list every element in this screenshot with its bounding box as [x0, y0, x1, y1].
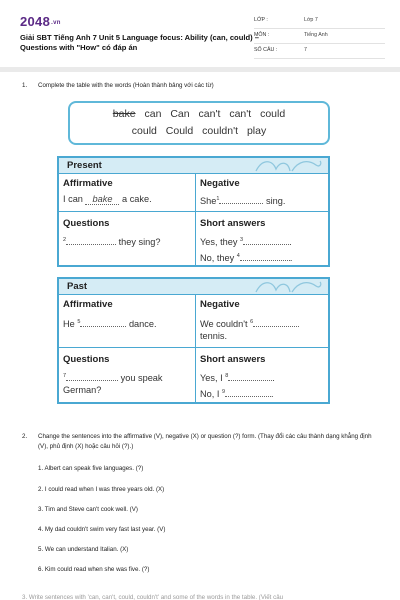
- exercise-item: 4. My dad couldn't swim very fast last year. (V): [38, 526, 166, 533]
- instruction-text: Complete the table with the words (Hoàn thành bảng với các từ): [38, 82, 214, 89]
- past-negative-continuation: tennis.: [200, 331, 228, 341]
- exercise-item: 1. Albert can speak five languages. (?): [38, 465, 144, 472]
- answer-blank-8[interactable]: [228, 372, 272, 381]
- answer-blank-1[interactable]: [219, 195, 263, 204]
- meta-key: MÔN :: [254, 32, 270, 38]
- exercise-number: 2.: [22, 433, 28, 440]
- meta-row-count: [254, 44, 385, 59]
- row-divider: [59, 211, 328, 212]
- present-short-answer-no: No, they $^4$ .: [200, 253, 293, 264]
- present-affirmative-sentence: I can bake a cake.: [63, 194, 152, 204]
- word-chip: could: [260, 108, 286, 120]
- present-band: [59, 158, 328, 174]
- questions-heading: Questions: [63, 218, 110, 229]
- word-chip: Can: [170, 108, 190, 120]
- past-negative-sentence: We couldn't $^6$: [200, 316, 299, 331]
- column-divider: [195, 295, 196, 402]
- short-answers-heading: Short answers: [200, 354, 266, 365]
- past-short-answer-no: No, I $^9$ .: [200, 389, 274, 400]
- site-logo[interactable]: 2048.vn: [20, 14, 61, 29]
- negative-heading: Negative: [200, 299, 240, 310]
- exercise-item: 3. Tim and Steve can't cook well. (V): [38, 506, 138, 513]
- swirl-decoration-icon: [254, 280, 324, 294]
- answer-blank-5[interactable]: [80, 318, 126, 327]
- present-question-sentence: $^2$ they sing?: [63, 237, 161, 248]
- questions-heading: Questions: [63, 354, 110, 365]
- meta-key: SỐ CÂU :: [254, 47, 278, 53]
- header-divider: [0, 67, 400, 72]
- present-negative-sentence: She$^1$ sing.: [200, 196, 286, 207]
- instruction-text: Change the sentences into the affirmative (V), negative (X) or question (?) form. (Thay đổi các câu thành dạng khẳng định (V), phủ định (X) hoặc câu hỏi (?).): [38, 433, 372, 450]
- meta-row-subject: [254, 29, 385, 44]
- column-divider: [195, 174, 196, 265]
- row-divider: [59, 347, 328, 348]
- word-chip: couldn't: [202, 125, 239, 137]
- past-table: [57, 277, 330, 404]
- meta-value: Tiếng Anh: [304, 32, 328, 38]
- word-chip: play: [246, 125, 267, 137]
- present-table: [57, 156, 330, 267]
- answer-blank-6[interactable]: [253, 318, 299, 327]
- past-band: [59, 279, 328, 295]
- answer-blank-2[interactable]: [66, 236, 116, 245]
- word-chip: Could: [165, 125, 194, 137]
- past-label: Past: [67, 281, 88, 292]
- word-box-line-2: [70, 125, 328, 137]
- past-short-answer-yes: Yes, I $^8$ .: [200, 373, 275, 384]
- word-chip: could: [131, 125, 157, 137]
- present-label: Present: [67, 160, 102, 171]
- document-meta: [254, 14, 385, 59]
- present-short-answer-yes: Yes, they $^3$ .: [200, 237, 292, 248]
- answer-blank-3[interactable]: [243, 236, 289, 245]
- document-title: Giải SBT Tiếng Anh 7 Unit 5 Language focus: Ability (can, could) – Questions with "How" có đáp án: [20, 33, 259, 52]
- answer-blank-9[interactable]: [225, 388, 271, 397]
- example-answer: bake: [85, 194, 119, 205]
- answer-blank-4[interactable]: [240, 252, 290, 261]
- swirl-decoration-icon: [254, 159, 324, 173]
- negative-heading: Negative: [200, 178, 240, 189]
- exercise-item: 6. Kim could read when she was five. (?): [38, 566, 150, 573]
- answer-blank-7[interactable]: [66, 372, 118, 381]
- word-chip: can: [144, 108, 162, 120]
- exercise-item: 2. I could read when I was three years old. (X): [38, 486, 165, 493]
- exercise-item: 5. We can understand Italian. (X): [38, 546, 129, 553]
- past-question-sentence: $^7$ you speak: [63, 373, 163, 384]
- meta-row-class: [254, 14, 385, 29]
- exercise-1-instruction: [22, 82, 214, 89]
- affirmative-heading: Affirmative: [63, 178, 113, 189]
- meta-value: Lớp 7: [304, 17, 318, 23]
- exercise-number: 1.: [22, 82, 28, 89]
- word-box-line-1: [70, 108, 328, 120]
- document-header: [20, 14, 385, 64]
- word-chip: can't: [198, 108, 221, 120]
- meta-value: 7: [304, 47, 307, 53]
- next-exercise-partial: 3. Write sentences with 'can, can't, could, couldn't' and some of the words in the table. (Viết câu: [22, 594, 284, 600]
- meta-key: LỚP :: [254, 17, 268, 23]
- word-chip: bake: [112, 108, 136, 120]
- past-question-continuation: German?: [63, 385, 102, 395]
- word-box: [68, 101, 330, 145]
- short-answers-heading: Short answers: [200, 218, 266, 229]
- past-affirmative-sentence: He $^5$ dance.: [63, 319, 157, 330]
- word-chip: can't: [229, 108, 252, 120]
- affirmative-heading: Affirmative: [63, 299, 113, 310]
